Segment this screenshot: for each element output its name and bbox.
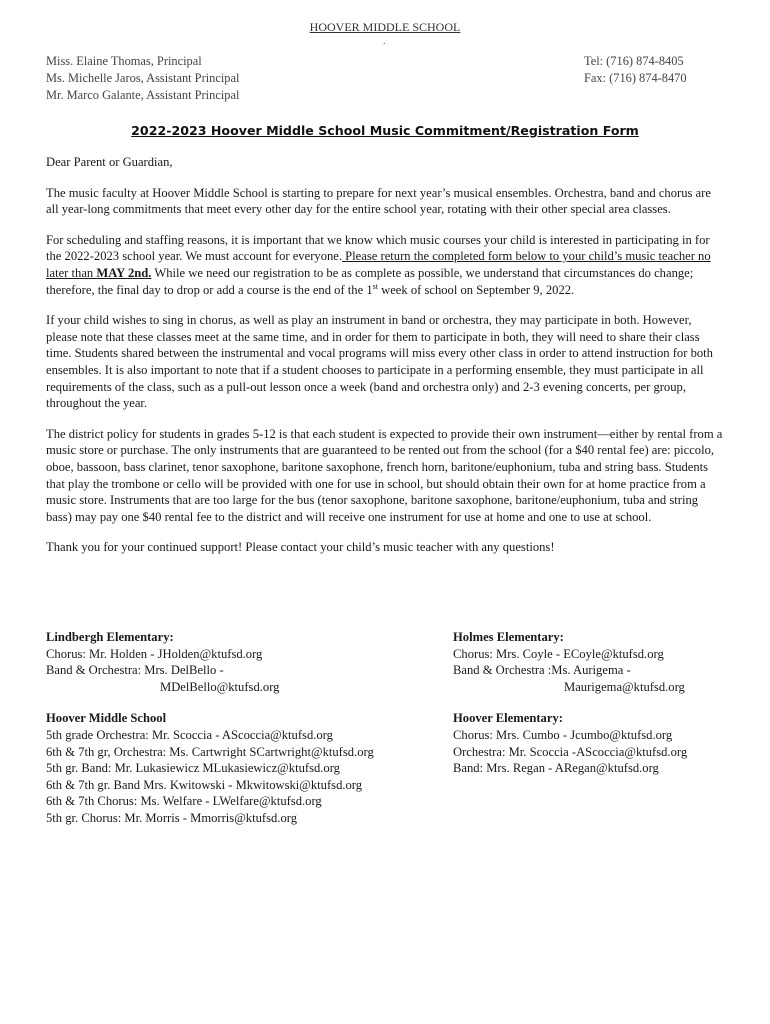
contact-info <box>584 53 687 87</box>
contact-line: Band & Orchestra: Mrs. DelBello - <box>46 663 224 678</box>
lindbergh-heading: Lindbergh Elementary: <box>46 630 174 644</box>
contact-line: Band & Orchestra :Ms. Aurigema - <box>453 663 631 678</box>
contact-email: MDelBello@ktufsd.org <box>160 679 280 694</box>
hoover-ms-heading: Hoover Middle School <box>46 711 167 726</box>
hoover-elem-heading: Hoover Elementary: <box>453 711 563 726</box>
fax: Fax: (716) 874-8470 <box>584 71 687 85</box>
left-column <box>46 629 446 842</box>
holmes-heading: Holmes Elementary: <box>453 630 564 644</box>
paragraph-4: The district policy for students in grades 5-12 is that each student is expected to provide their own instrument—either by rental from a music store or purchase. The only instruments that are guaranteed to be rented out from the school (for a $40 rental fee) are: piccolo, oboe, bassoon, bass clarinet, tenor saxophone, baritone saxophone, french horn, baritone/euphonium, tuba and string bass. Students that play the trombone or cello will be provided with one for use in school, but should obtain their own for at home practice from a music store. Instruments that are too large for the bus (tenor saxophone, baritone saxophone, baritone/euphonium, tuba and string bass) may pay one $40 rental fee to the district and will receive one instrument for use at home and one to use at school. <box>46 426 723 524</box>
hoover-elem-contacts <box>453 710 723 776</box>
assistant-principal-1: Ms. Michelle Jaros, Assistant Principal <box>46 71 240 85</box>
contact-line: Orchestra: Mr. Scoccia -AScoccia@ktufsd.org <box>453 744 688 759</box>
staff-list <box>46 53 239 104</box>
contact-line: Chorus: Mrs. Coyle - ECoyle@ktufsd.org <box>453 646 664 661</box>
contact-line: 6th & 7th Chorus: Ms. Welfare - LWelfare@ktufsd.org <box>46 794 322 809</box>
contact-email: Maurigema@ktufsd.org <box>564 679 685 694</box>
hoover-ms-contacts <box>46 710 446 826</box>
right-column <box>453 629 723 792</box>
deadline: MAY 2nd. <box>96 265 152 280</box>
letter-body <box>46 154 724 570</box>
contact-line: 5th gr. Chorus: Mr. Morris - Mmorris@ktufsd.org <box>46 810 298 825</box>
contact-line: 5th gr. Band: Mr. Lukasiewicz MLukasiewicz@ktufsd.org <box>46 761 340 776</box>
principal: Miss. Elaine Thomas, Principal <box>46 54 202 68</box>
lindbergh-contacts <box>46 629 446 695</box>
contact-line: 6th & 7th gr, Orchestra: Ms. Cartwright SCartwright@ktufsd.org <box>46 744 374 759</box>
holmes-contacts <box>453 629 723 695</box>
telephone: Tel: (716) 874-8405 <box>584 54 684 68</box>
header-dot: . <box>383 36 386 47</box>
paragraph-1: The music faculty at Hoover Middle School is starting to prepare for next year’s musical ensembles. Orchestra, band and chorus are all year-long commitments that meet every other day for the entire school year, rotating with their other special area classes. <box>46 185 711 217</box>
paragraph-5: Thank you for your continued support! Please contact your child’s music teacher with any questions! <box>46 540 555 555</box>
assistant-principal-2: Mr. Marco Galante, Assistant Principal <box>46 88 240 102</box>
contact-line: Chorus: Mr. Holden - JHolden@ktufsd.org <box>46 646 263 661</box>
form-title: 2022-2023 Hoover Middle School Music Commitment/Registration Form <box>131 123 639 138</box>
paragraph-2: For scheduling and staffing reasons, it is important that we know which music courses your child is interested in participating in for the 2022-2023 school year. We must account for everyone. Please return the completed form below to your child’s music teacher no later than MAY 2nd. While we need our registration to be as complete as possible, we understand that circumstances do change; therefore, the final day to drop or add a course is the end of the 1st week of school on September 9, 2022. <box>46 232 711 297</box>
paragraph-3: If your child wishes to sing in chorus, as well as play an instrument in band or orchestra, they may participate in both. However, please note that these classes meet at the same time, and in order for them to participate in both, they will need to share their class time. Students shared between the instrumental and vocal programs will miss every other class in order to attend instruction for both ensembles. It is also important to note that if a student chooses to participate in a performing ensemble, they must participate in all requirements of the class, such as a pull-out lesson once a week (band and orchestra only) and 2-3 evening concerts, per group, throughout the year. <box>46 313 713 411</box>
school-name: HOOVER MIDDLE SCHOOL <box>309 20 461 34</box>
salutation: Dear Parent or Guardian, <box>46 155 173 169</box>
contact-line: Chorus: Mrs. Cumbo - Jcumbo@ktufsd.org <box>453 727 673 742</box>
contact-line: Band: Mrs. Regan - ARegan@ktufsd.org <box>453 761 659 776</box>
contact-line: 6th & 7th gr. Band Mrs. Kwitowski - Mkwitowski@ktufsd.org <box>46 777 363 792</box>
contact-line: 5th grade Orchestra: Mr. Scoccia - AScoccia@ktufsd.org <box>46 727 333 742</box>
